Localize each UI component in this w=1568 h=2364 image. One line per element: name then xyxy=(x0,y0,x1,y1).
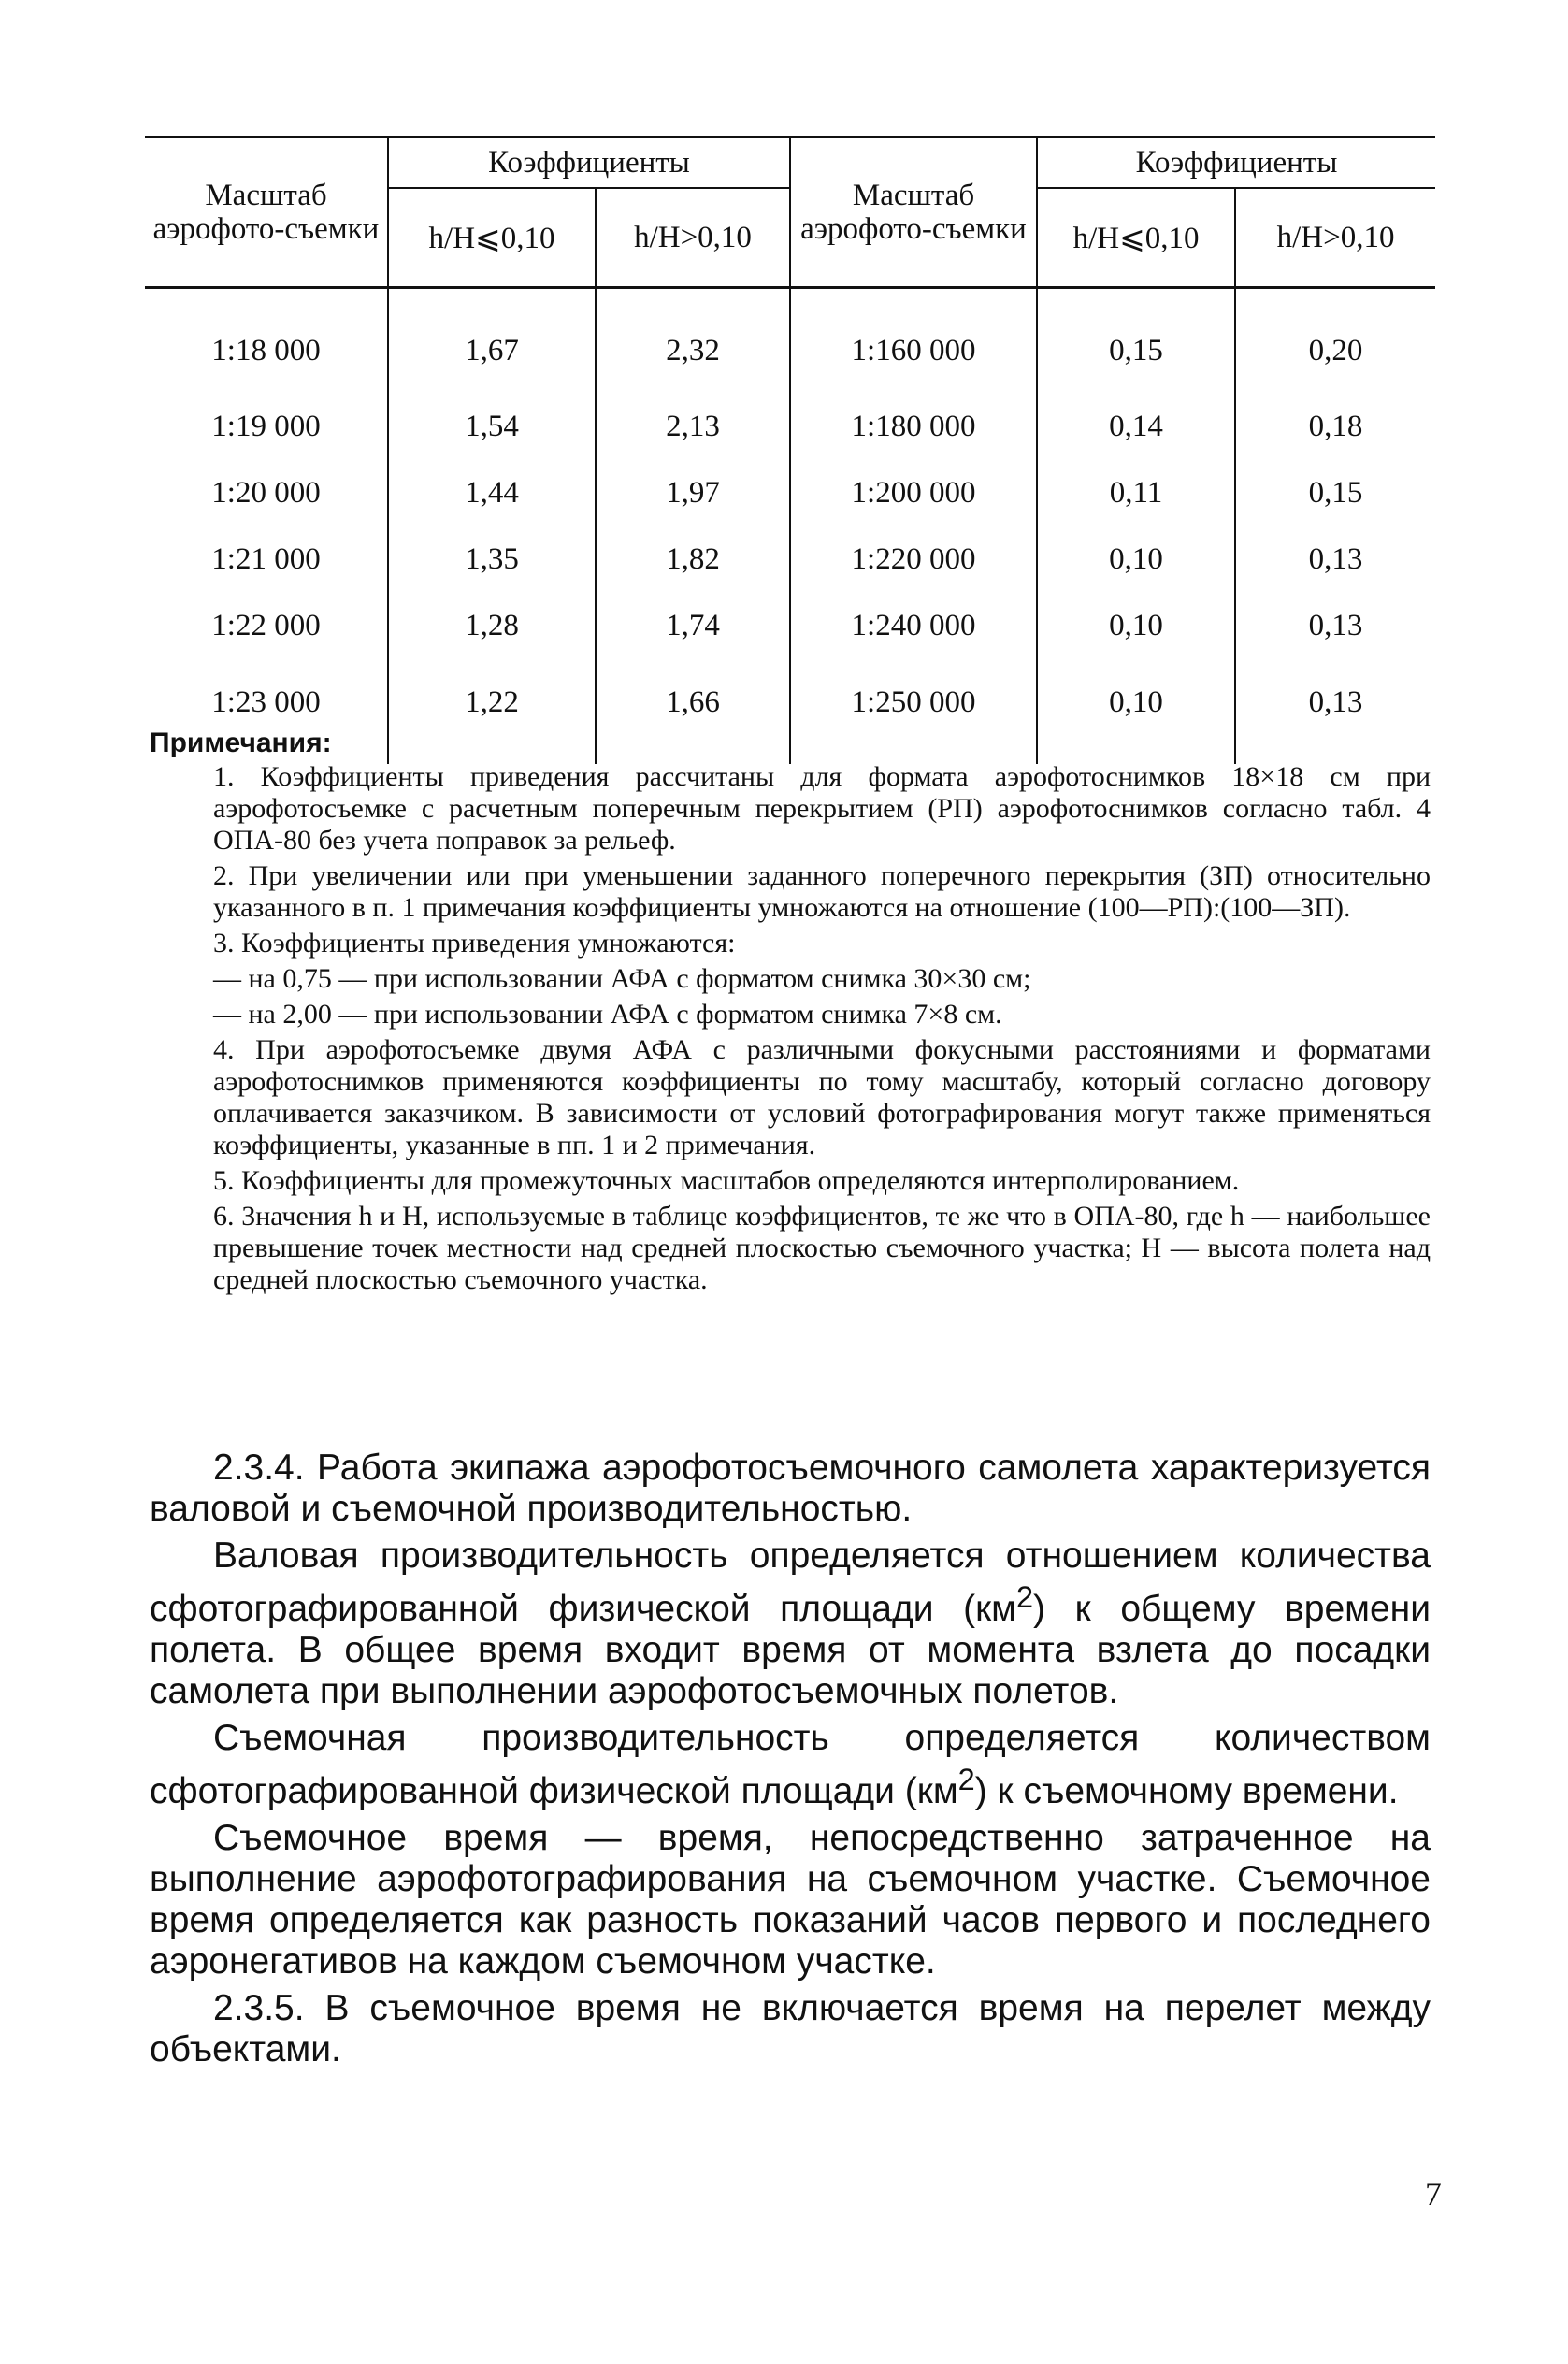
table-cell: 1,44 xyxy=(388,460,596,526)
table-cell: 0,11 xyxy=(1037,460,1235,526)
table-cell: 1,67 xyxy=(388,288,596,395)
notes-title: Примечания: xyxy=(150,728,332,758)
text-span: Валовая производительность определяется отношением количества сфотографированной физической площади (км xyxy=(150,1535,1431,1629)
paragraph-gross-productivity xyxy=(150,1535,1431,1712)
note-item: — на 2,00 — при использовании АФА с форматом снимка 7×8 см. xyxy=(213,999,1002,1030)
note-item: 4. При аэрофотосъемке двумя АФА с различными фокусными расстояниями и форматами аэрофотоснимков применяются коэффициенты по тому масштабу, который согласно договору оплачивается заказчиком. В зависимости от условий фотографирования могут также применяться коэффициенты, указанные в пп. 1 и 2 примечания. xyxy=(213,1034,1431,1160)
table-cell: 1:18 000 xyxy=(211,333,321,368)
sub-header-high-right: h/H>0,10 xyxy=(1235,188,1435,288)
note-item: 3. Коэффициенты приведения умножаются: xyxy=(213,928,736,959)
table-cell: 0,10 xyxy=(1037,659,1235,764)
table-row xyxy=(145,526,1435,593)
table-cell: 1,66 xyxy=(596,659,790,764)
note-item: 5. Коэффициенты для промежуточных масштабов определяются интерполированием. xyxy=(213,1165,1240,1196)
superscript: 2 xyxy=(957,1763,975,1796)
table-cell: 1:220 000 xyxy=(790,526,1037,593)
table-cell: 1,22 xyxy=(388,659,596,764)
table-cell: 0,10 xyxy=(1037,593,1235,659)
body-text xyxy=(150,1448,1431,2076)
table-row xyxy=(145,460,1435,526)
text-span: ) к съемочному времени. xyxy=(974,1771,1399,1811)
table-cell: 0,18 xyxy=(1235,394,1435,460)
table-cell: 1,97 xyxy=(596,460,790,526)
table-cell: 1,82 xyxy=(596,526,790,593)
table-cell: 1:20 000 xyxy=(211,476,321,510)
paragraph-survey-time: Съемочное время — время, непосредственно затраченное на выполнение аэрофотографирования на съемочном участке. Съемочное время определяется как разность показаний часов первого и последнего аэронегативов на каждом съемочном участке. xyxy=(150,1818,1431,1982)
sub-header-high-left: h/H>0,10 xyxy=(596,188,790,288)
superscript: 2 xyxy=(1015,1580,1034,1614)
table-cell: 1,35 xyxy=(388,526,596,593)
table-cell: 0,10 xyxy=(1037,526,1235,593)
table-cell: 1:23 000 xyxy=(211,685,321,719)
table-cell: 1:21 000 xyxy=(211,542,321,576)
table-cell: 1,54 xyxy=(388,394,596,460)
table-cell: 0,14 xyxy=(1037,394,1235,460)
table-row xyxy=(145,593,1435,659)
paragraph-survey-productivity xyxy=(150,1718,1431,1812)
table-cell: 0,20 xyxy=(1235,288,1435,395)
table-notes xyxy=(150,728,1431,1300)
table-body xyxy=(145,288,1435,765)
table-cell: 2,13 xyxy=(596,394,790,460)
table-row xyxy=(145,288,1435,395)
table-cell: 0,13 xyxy=(1235,526,1435,593)
note-item: 6. Значения h и H, используемые в таблице коэффициентов, те же что в ОПА-80, где h — наибольшее превышение точек местности над средней плоскостью съемочного участка; H — высота полета над средней плоскостью съемочного участка. xyxy=(213,1201,1431,1295)
paragraph-2-3-5: 2.3.5. В съемочное время не включается время на перелет между объектами. xyxy=(150,1988,1431,2069)
note-item: — на 0,75 — при использовании АФА с форматом снимка 30×30 см; xyxy=(213,963,1031,994)
note-item: 2. При увеличении или при уменьшении заданного поперечного перекрытия (ЗП) относительно указанного в п. 1 примечания коэффициенты умножаются на отношение (100—РП):(100—ЗП). xyxy=(213,860,1431,923)
scale-header-right: Масштаб аэрофото-съемки xyxy=(790,137,1037,288)
table-cell: 0,15 xyxy=(1235,460,1435,526)
page-number: 7 xyxy=(1425,2175,1442,2213)
coef-header-right: Коэффициенты xyxy=(1037,137,1435,189)
table-cell: 1:240 000 xyxy=(790,593,1037,659)
sub-header-low-left: h/H⩽0,10 xyxy=(388,188,596,288)
table-cell: 1:19 000 xyxy=(211,410,321,443)
table-cell: 0,15 xyxy=(1037,288,1235,395)
table-cell: 0,13 xyxy=(1235,593,1435,659)
table-cell: 1:250 000 xyxy=(790,659,1037,764)
table-cell: 1,28 xyxy=(388,593,596,659)
coefficients-table xyxy=(145,136,1435,764)
text-span: ) к общему времени полета. В общее время входит время от момента взлета до посадки самолета при выполнении аэрофотосъемочных полетов. xyxy=(150,1589,1431,1711)
text-span: Съемочная производительность определяется количеством сфотографированной физической площади (км xyxy=(150,1718,1431,1811)
table-cell: 2,32 xyxy=(596,288,790,395)
table-header xyxy=(145,137,1435,288)
sub-header-low-right: h/H⩽0,10 xyxy=(1037,188,1235,288)
paragraph-2-3-4: 2.3.4. Работа экипажа аэрофотосъемочного самолета характеризуется валовой и съемочной производительностью. xyxy=(150,1448,1431,1529)
coef-header-left: Коэффициенты xyxy=(388,137,790,189)
note-item: 1. Коэффициенты приведения рассчитаны для формата аэрофотоснимков 18×18 см при аэрофотосъемке с расчетным поперечным перекрытием (РП) аэрофотоснимков согласно табл. 4 ОПА-80 без учета поправок за рельеф. xyxy=(213,761,1431,856)
scale-header-left: Масштаб аэрофото-съемки xyxy=(145,137,388,288)
table-cell: 0,13 xyxy=(1235,659,1435,764)
table-cell: 1:180 000 xyxy=(790,394,1037,460)
table-row xyxy=(145,394,1435,460)
table-cell: 1:200 000 xyxy=(790,460,1037,526)
table-cell: 1,74 xyxy=(596,593,790,659)
table-cell: 1:160 000 xyxy=(790,288,1037,395)
table-cell: 1:22 000 xyxy=(211,609,321,642)
